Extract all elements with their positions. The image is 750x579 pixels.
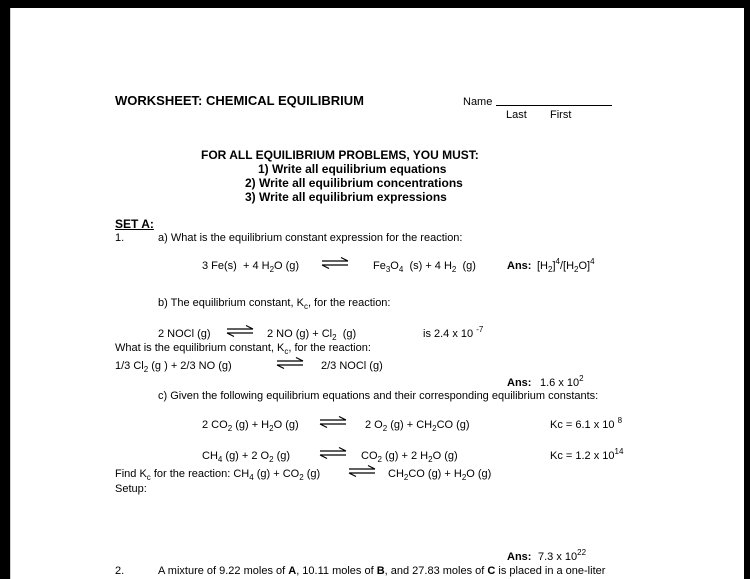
instruction-item: 2) Write all equilibrium concentrations bbox=[245, 176, 463, 190]
q1a-answer-label: Ans: bbox=[507, 260, 532, 272]
q1c-eq2-reactants: $CH_4$ (g) + 2 $O_2$ (g) bbox=[202, 450, 291, 464]
q1c-eq1-k: Kc = 6.1 x 10 $^8$ bbox=[550, 416, 623, 431]
last-label: Last bbox=[506, 109, 527, 121]
question-number: 2. bbox=[115, 565, 125, 577]
setup-label: Setup: bbox=[115, 483, 147, 495]
equilibrium-arrow-icon bbox=[318, 446, 348, 460]
worksheet-title: WORKSHEET: CHEMICAL EQUILIBRIUM bbox=[115, 93, 364, 108]
question-number: 1. bbox=[115, 232, 125, 244]
name-label: Name bbox=[463, 96, 493, 108]
q1b-reactants2: 1/3 $Cl_2$ (g ) + 2/3 NO (g) bbox=[115, 360, 232, 374]
worksheet-page bbox=[10, 8, 744, 579]
q1c-answer: 7.3 x $10^{22}$ bbox=[538, 548, 587, 563]
q1b-answer-label: Ans: bbox=[507, 377, 532, 389]
instruction-item: 3) Write all equilibrium expressions bbox=[245, 190, 447, 204]
q1b-products: 2 NO $(g) + Cl_2$ (g) bbox=[267, 328, 357, 342]
q1a-answer: $[H_2]^4/[H_2O]^4$ bbox=[537, 257, 595, 274]
q1c-find-reaction: Find $K_c$ for the reaction: $CH_4$ $(g) + CO_2$ (g) bbox=[115, 468, 321, 482]
equilibrium-arrow-icon bbox=[347, 464, 377, 478]
q1b-prompt: b) The equilibrium constant, $K_c$, for the reaction: bbox=[158, 297, 391, 311]
instructions-heading: FOR ALL EQUILIBRIUM PROBLEMS, YOU MUST: bbox=[201, 148, 479, 162]
name-line[interactable] bbox=[496, 105, 612, 106]
first-label: First bbox=[550, 109, 572, 121]
q1b-k-value: is 2.4 x 10 $^{-7}$ bbox=[423, 325, 484, 340]
q1c-eq1-products: 2 $O_2$ $(g) + CH_2CO$ (g) bbox=[365, 419, 470, 433]
instruction-item: 1) Write all equilibrium equations bbox=[258, 162, 447, 176]
equilibrium-arrow-icon bbox=[320, 256, 350, 270]
q1c-answer-label: Ans: bbox=[507, 551, 532, 563]
q1a-reactants: 3 Fe(s) + 4 $H_2O$ (g) bbox=[202, 260, 300, 274]
set-a-label: SET A: bbox=[115, 217, 154, 231]
q1c-eq2-k: Kc = 1.2 x $10^{14}$ bbox=[550, 447, 624, 462]
q1c-eq1-reactants: 2 $CO_2$ $(g) + H_2O$ (g) bbox=[202, 419, 299, 433]
q1c-prompt: c) Given the following equilibrium equations and their corresponding equilibrium constants: bbox=[158, 390, 599, 402]
q1a-products: $Fe_3O_4$ (s) + 4 $H_2$ (g) bbox=[373, 260, 476, 274]
q1b-question: What is the equilibrium constant, $K_c$, for the reaction: bbox=[115, 342, 371, 356]
q2-text: A mixture of 9.22 moles of A, 10.11 moles of B, and 27.83 moles of C is placed in a one-liter bbox=[158, 565, 606, 577]
q1b-reactants: 2 NOCl (g) bbox=[158, 328, 211, 340]
equilibrium-arrow-icon bbox=[225, 324, 255, 338]
q1b-answer: 1.6 x $10^2$ bbox=[540, 374, 584, 389]
equilibrium-arrow-icon bbox=[318, 415, 348, 429]
q1b-products2: 2/3 NOCl (g) bbox=[321, 360, 383, 372]
q1a-prompt: a) What is the equilibrium constant expression for the reaction: bbox=[158, 232, 463, 244]
q1c-eq2-products: $CO_2$ (g) + 2 $H_2O$ (g) bbox=[361, 450, 458, 464]
q1c-find-products: $CH_2CO$ $(g) + H_2O$ (g) bbox=[388, 468, 492, 482]
equilibrium-arrow-icon bbox=[275, 356, 305, 370]
